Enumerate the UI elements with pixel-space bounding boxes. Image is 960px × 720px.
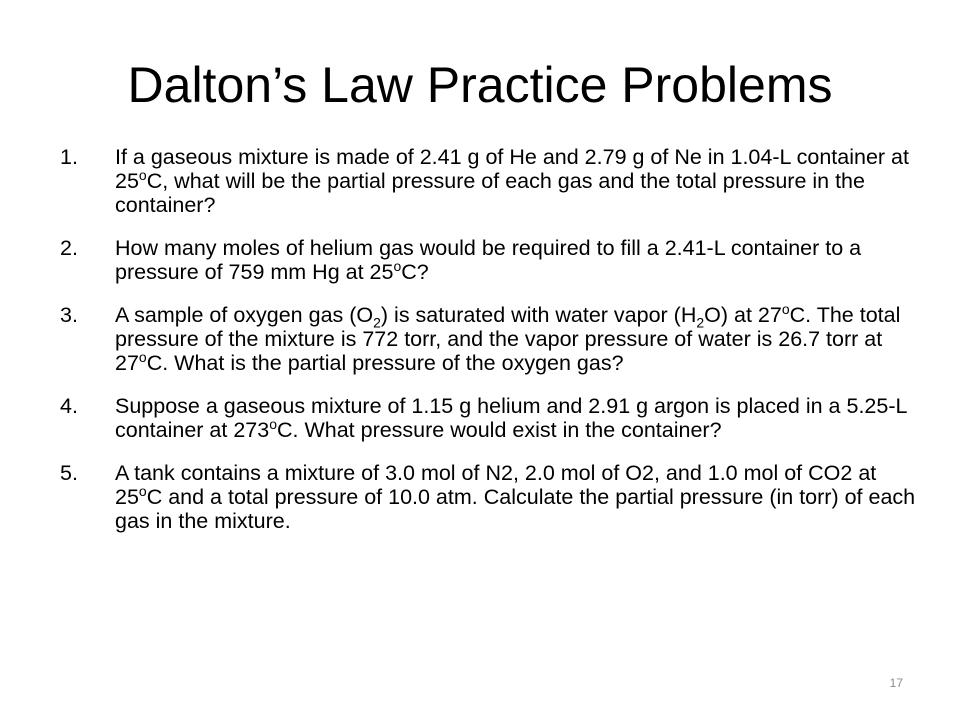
problem-text: How many moles of helium gas would be required to fill a 2.41-L container to a pressure of 759 mm Hg at 25$^o$C?	[115, 236, 862, 284]
degree-superscript: o	[138, 166, 147, 183]
chem-subscript: 2	[696, 314, 705, 331]
problem-item-3	[60, 300, 920, 375]
problem-item-2	[60, 236, 920, 284]
problem-number: 2.	[60, 236, 78, 260]
problem-item-5	[60, 461, 920, 533]
problem-number: 3.	[60, 303, 78, 327]
slide-title: Dalton’s Law Practice Problems	[127, 57, 833, 113]
problem-list	[60, 145, 920, 552]
problem-number: 1.	[60, 145, 78, 169]
problem-text: A tank contains a mixture of 3.0 mol of N2, 2.0 mol of O2, and 1.0 mol of CO2 at 25$^o$C and a total pressure of 10.0 atm. Calculate the partial pressure (in torr) of each gas in the mixture.	[115, 461, 916, 533]
degree-superscript: o	[269, 415, 277, 432]
problem-number: 4.	[60, 394, 78, 418]
degree-superscript: o	[393, 257, 402, 274]
problem-number: 5.	[60, 461, 78, 485]
problem-item-4	[60, 394, 920, 442]
problem-item-1	[60, 145, 920, 217]
problem-text: If a gaseous mixture is made of 2.41 g of He and 2.79 g of Ne in 1.04-L container at 25$^o$C, what will be the partial pressure of each gas and the total pressure in the container?	[115, 145, 909, 217]
problem-text: A sample of oxygen gas $(O_2)$ is saturated with water vapor $(H_2O)$ at 27$^o$C. The total pressure of the mixture is 772 torr, and the vapor pressure of water is 26.7 torr at 27$^o$C. What is the partial pressure of the oxygen gas?	[115, 300, 901, 375]
problem-text: Suppose a gaseous mixture of 1.15 g helium and 2.91 g argon is placed in a 5.25-L container at 273$^o$C. What pressure would exist in the container?	[115, 394, 907, 442]
chem-subscript: 2	[373, 314, 381, 331]
degree-superscript: o	[138, 348, 147, 365]
degree-superscript: o	[138, 482, 147, 499]
degree-superscript: o	[781, 300, 790, 317]
page-number: 17	[889, 676, 903, 690]
